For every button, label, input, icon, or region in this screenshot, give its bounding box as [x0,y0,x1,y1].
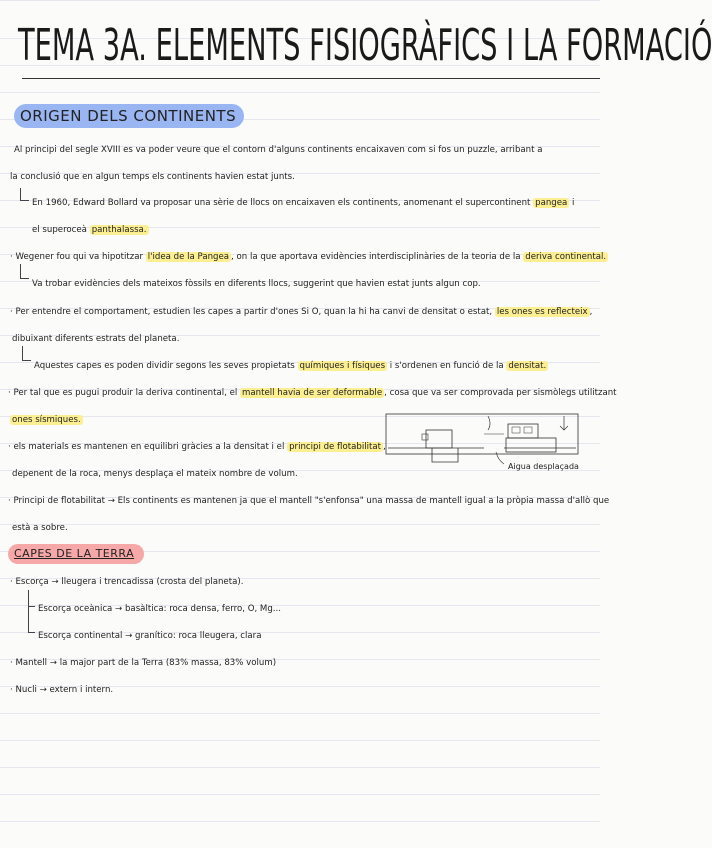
paragraph-line: Va trobar evidències dels mateixos fòssils en diferents llocs, suggerint que havien estat junts algun cop. [32,279,481,289]
bullet-line: · Principi de flotabilitat → Els continents es mantenen ja que el mantell "s'enfonsa" una massa de mantell igual a la pròpia massa d'allò que [8,496,610,506]
arrow-bracket [28,590,35,607]
bullet-line: · Mantell → la major part de la Terra (83% massa, 83% volum) [10,658,277,668]
paragraph-line: ones sísmiques. [12,415,81,425]
arrow-bracket [20,264,29,279]
paragraph-line: la conclusió que en algun temps els continents havien estat junts. [10,172,295,182]
paragraph-line: Al principi del segle XVIII es va poder veure que el contorn d'alguns continents encaixaven com si fos un puzzle, arribant a [14,145,543,155]
page-title: TEMA 3A. ELEMENTS FISIOGRÀFICS I LA FORMACIÓ [18,20,712,71]
section-heading-layers: CAPES DE LA TERRA [8,544,144,564]
bullet-line: · Nucli → extern i intern. [10,685,114,695]
paragraph-line: Escorça continental → granítico: roca lleugera, clara [38,631,262,641]
bullet-line: · Escorça → lleugera i trencadissa (crosta del planeta). [10,577,244,587]
paragraph-line: el superoceà panthalassa. [32,225,147,235]
bullet-line: · els materials es mantenen en equilibri gràcies a la densitat i el principi de flotabilitat , [8,442,386,452]
paragraph-line: Escorça oceànica → basàltica: roca densa, ferro, O, Mg... [38,604,281,614]
bullet-line: · Per tal que es pugui produir la deriva continental, el mantell havia de ser deformable , cosa que va ser comprovada per sismòlegs utilitzant [8,388,617,398]
arrow-bracket [20,188,29,201]
title-underline [22,78,600,79]
bullet-line: · Wegener fou qui va hipotitzar l'idea de la Pangea , on la que aportava evidències interdisciplinàries de la teoria de la deriva continental. [10,252,607,262]
paragraph-line: depenent de la roca, menys desplaça el mateix nombre de volum. [12,469,298,479]
paragraph-line: Aquestes capes es poden dividir segons les seves propietats químiques i físiques i s'ordenen en funció de la densitat. [34,361,547,371]
paragraph-line: En 1960, Edward Bollard va proposar una sèrie de llocs on encaixaven els continents, anomenant el supercontinent pangea i [32,198,575,208]
arrow-bracket [22,346,31,361]
arrow-bracket [28,606,35,633]
paragraph-line: està a sobre. [12,523,68,533]
diagram-label: Aigua desplaçada [508,462,579,471]
section-heading-origin: ORIGEN DELS CONTINENTS [14,104,244,128]
paragraph-line: dibuixant diferents estrats del planeta. [12,334,180,344]
bullet-line: · Per entendre el comportament, estudien les capes a partir d'ones Si O, quan la hi ha canvi de densitat o estat, les ones es reflecteix , [10,307,593,317]
